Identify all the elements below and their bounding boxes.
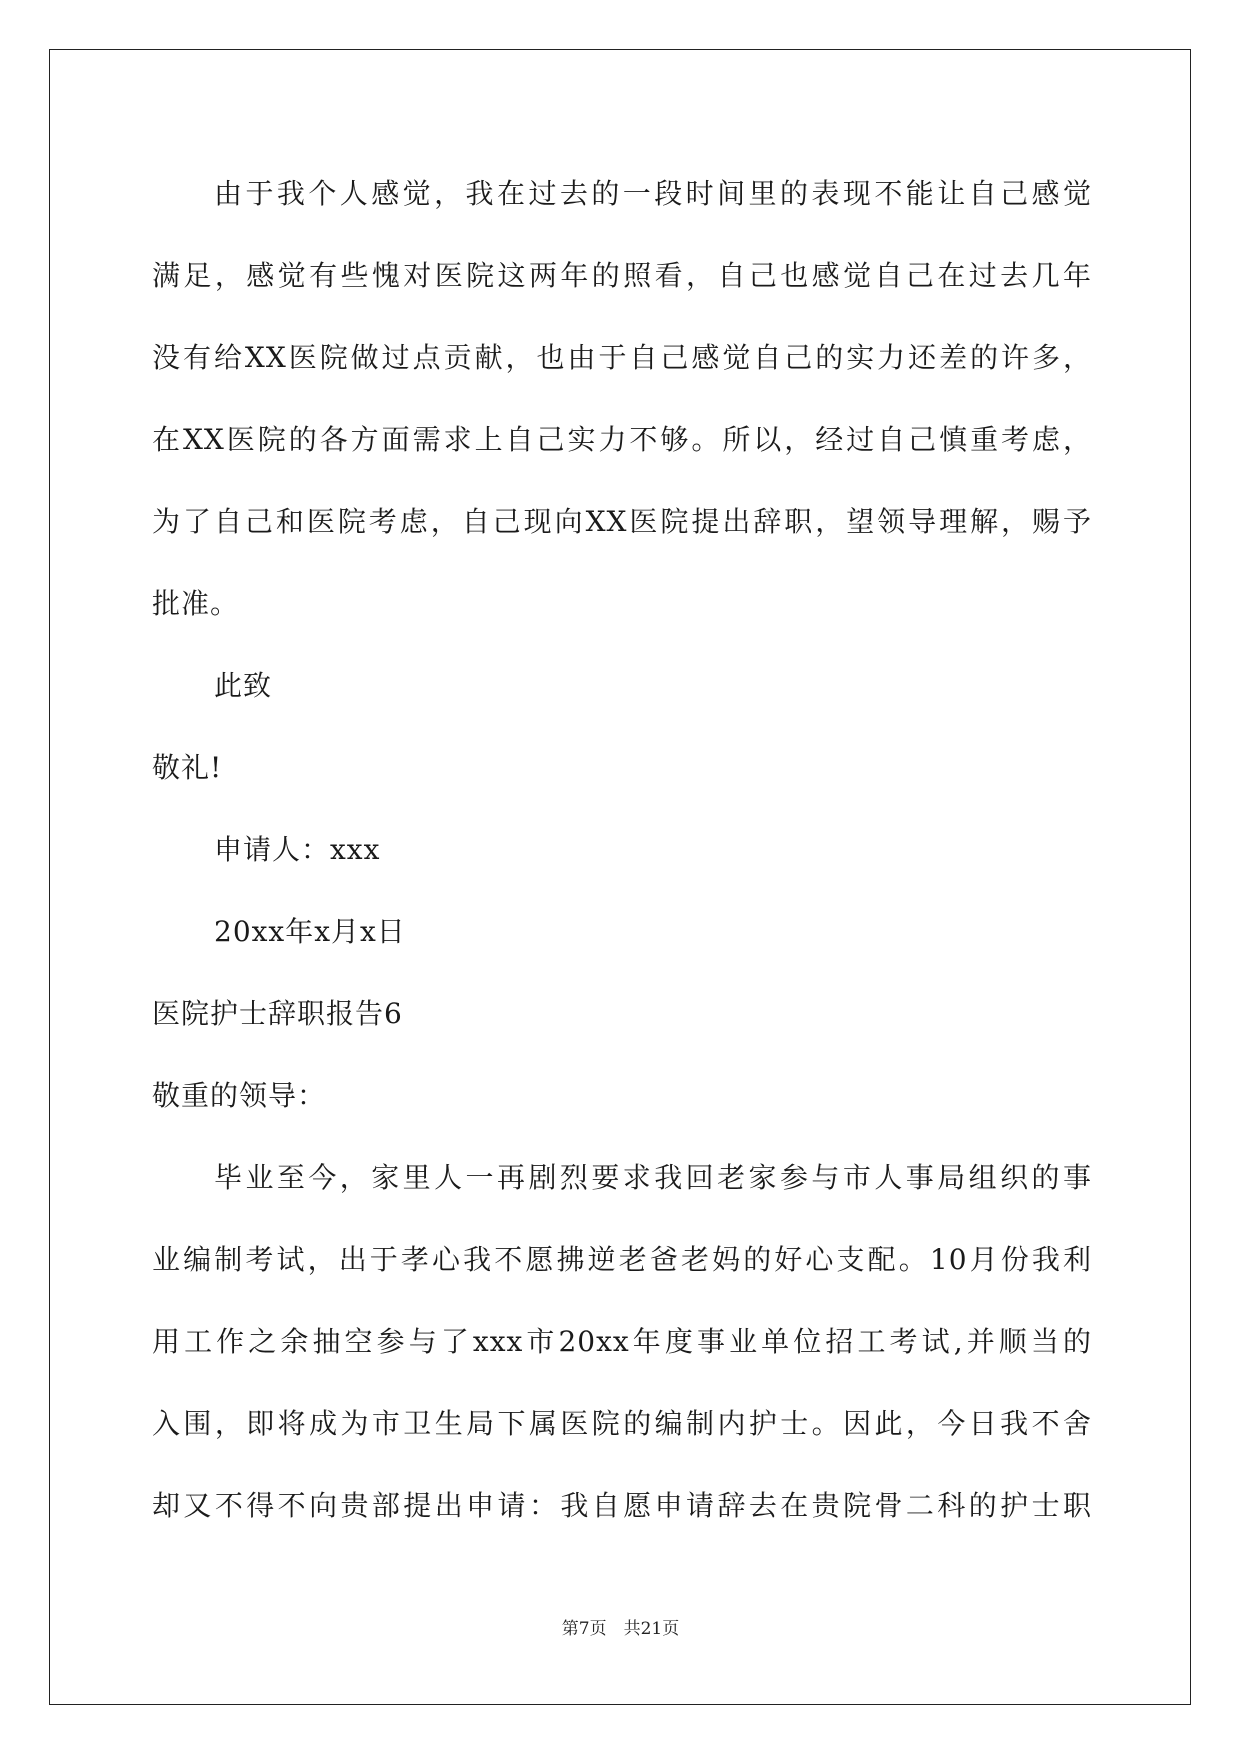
page-number: 第7页 共21页 [561, 1619, 680, 1639]
body-line: 满足，感觉有些愧对医院这两年的照看，自己也感觉自己在过去几年 [152, 259, 1092, 292]
closing-salutation: 此致 [214, 669, 273, 702]
body-line: 由于我个人感觉，我在过去的一段时间里的表现不能让自己感觉 [214, 177, 1092, 210]
body-line: 毕业至今，家里人一再剧烈要求我回老家参与市人事局组织的事 [214, 1161, 1092, 1194]
body-line: 为了自己和医院考虑，自己现向XX医院提出辞职，望领导理解，赐予 [152, 505, 1092, 538]
body-line: 批准。 [152, 587, 240, 620]
signature-date: 20xx年x月x日 [214, 915, 406, 948]
closing-regards: 敬礼! [152, 751, 223, 784]
body-line: 却又不得不向贵部提出申请：我自愿申请辞去在贵院骨二科的护士职 [152, 1489, 1092, 1522]
body-line: 没有给XX医院做过点贡献，也由于自己感觉自己的实力还差的许多， [152, 341, 1092, 374]
applicant-signature: 申请人：xxx [214, 833, 381, 866]
body-line: 入围，即将成为市卫生局下属医院的编制内护士。因此，今日我不舍 [152, 1407, 1092, 1440]
body-line: 业编制考试，出于孝心我不愿拂逆老爸老妈的好心支配。10月份我利 [152, 1243, 1092, 1276]
document-body [152, 164, 1092, 1558]
body-line: 在XX医院的各方面需求上自己实力不够。所以，经过自己慎重考虑， [152, 423, 1092, 456]
section-heading: 医院护士辞职报告6 [152, 997, 403, 1030]
body-line: 用工作之余抽空参与了xxx市20xx年度事业单位招工考试,并顺当的 [152, 1325, 1092, 1358]
greeting: 敬重的领导： [152, 1079, 327, 1112]
